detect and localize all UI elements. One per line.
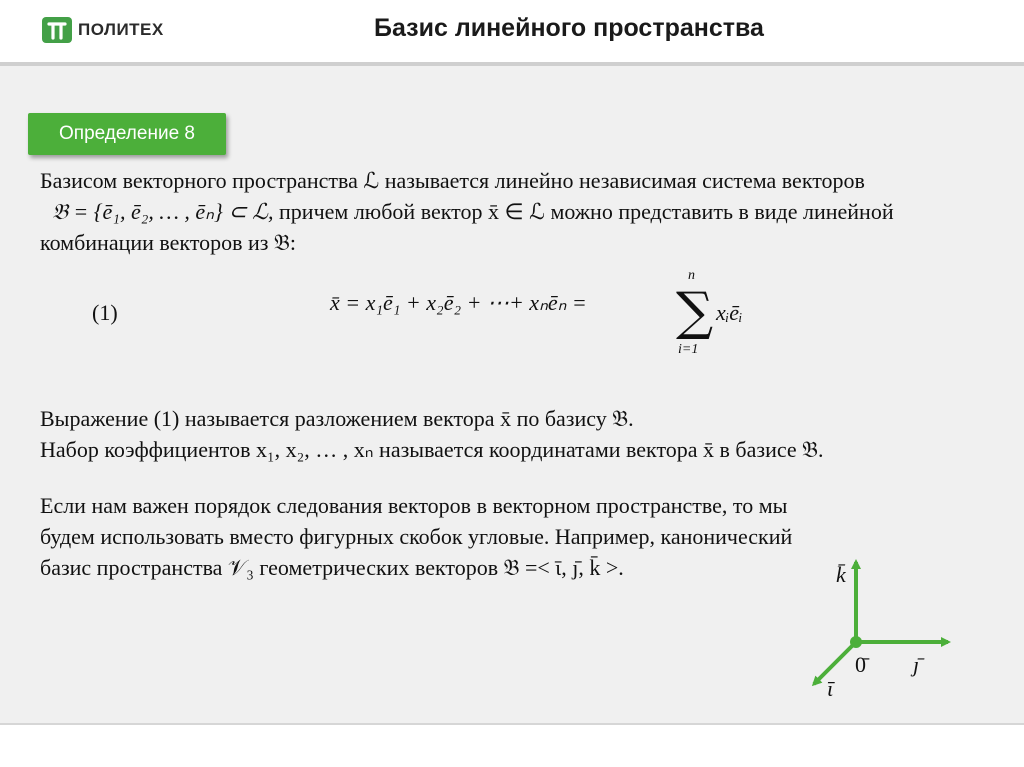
para1-line2-text: причем любой вектор x̄ ∈ ℒ можно представить в виде линейной	[273, 199, 894, 224]
para1-line1: Базисом векторного пространства ℒ называется линейно независимая система векторов	[40, 168, 865, 193]
label-j: ȷ̄	[913, 652, 920, 677]
logo-text: ПОЛИТЕХ	[78, 20, 164, 39]
label-k: k̄	[836, 562, 846, 587]
origin-point	[850, 636, 862, 648]
para2-line2: Набор коэффициентов x₁, x₂, … , xₙ называется координатами вектора x̄ в базисе 𝔅.	[40, 437, 824, 462]
footer-divider	[0, 723, 1024, 725]
para3-line1: Если нам важен порядок следования векторов в векторном пространстве, то мы	[40, 493, 788, 518]
header	[0, 0, 1024, 64]
page-title: Базис линейного пространства	[374, 14, 764, 42]
label-i: ῑ	[827, 676, 834, 701]
para3-line3: базис пространства 𝒱₃ геометрических векторов 𝔅 =< ῑ, ȷ̄, k̄ >.	[40, 555, 624, 580]
para1-line3: комбинации векторов из 𝔅:	[40, 230, 296, 255]
para2-line1: Выражение (1) называется разложением вектора x̄ по базису 𝔅.	[40, 406, 634, 431]
sum-symbol: ∑	[676, 282, 714, 342]
sum-lower-limit: i=1	[678, 342, 699, 357]
vector-i-arrow	[814, 642, 856, 684]
basis-vectors-diagram	[800, 550, 970, 700]
basis-set-math: 𝔅 = {ē₁, ē₂, … , ēₙ} ⊂ ℒ,	[52, 199, 274, 224]
definition-badge: Определение 8	[28, 113, 226, 155]
equation-number: (1)	[92, 300, 118, 325]
para3-line2: будем использовать вместо фигурных скобок угловые. Например, канонический	[40, 524, 793, 549]
sum-term: xᵢēᵢ	[716, 300, 743, 325]
logo	[42, 17, 164, 43]
logo-pi-icon	[42, 17, 72, 43]
sum-upper-limit: n	[688, 268, 695, 283]
label-origin: 0̄	[855, 652, 866, 677]
para1-line2	[52, 196, 894, 227]
equation-lhs: x̄ = x₁ē₁ + x₂ē₂ + ⋯+ xₙēₙ =	[330, 290, 587, 315]
